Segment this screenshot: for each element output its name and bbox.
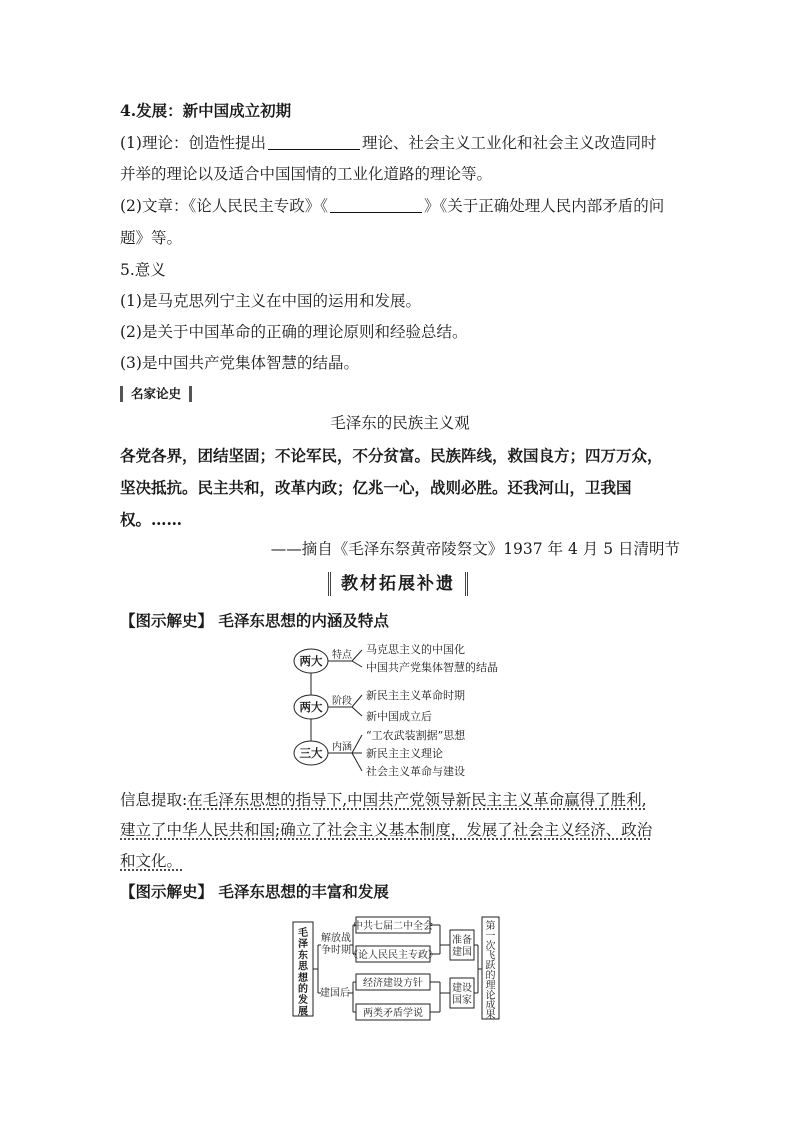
fig2-diagram: [290, 914, 502, 1022]
node-label: 两大: [299, 654, 323, 668]
answer-blank-1[interactable]: [268, 135, 360, 150]
period2-label: 建国后: [320, 988, 350, 999]
fig2-label: 【图示解史】: [120, 882, 214, 901]
mid-label: 国家: [452, 995, 472, 1006]
dev-line-3a: (2)文章：《论人民民主专政》《: [120, 197, 328, 215]
event-label: 两类矛盾学说: [363, 1008, 423, 1019]
info-line-3: 和文化。: [120, 852, 183, 870]
fig2-title: 毛泽东思想的丰富和发展: [218, 882, 389, 901]
event-link-2: [430, 982, 450, 1012]
famous-line-2: 坚决抵抗。民主共和，改革内政；亿兆一心，战则必胜。还我河山，卫我国: [120, 478, 632, 497]
branch-3: [328, 735, 362, 771]
famous-line-3: 权。……: [120, 510, 183, 529]
mid-label: 建设: [452, 983, 472, 994]
leaf-label: 社会主义革命与建设: [366, 765, 465, 778]
fig1-diagram: [290, 638, 520, 783]
dev-line-2: 并举的理论以及适合中国国情的工业化道路的理论等。: [120, 165, 493, 183]
meaning-item: (1)是马克思列宁主义在中国的运用和发展。: [120, 292, 421, 310]
mid-label: 特点: [332, 650, 352, 661]
dev-title: 4.发展：新中国成立初期: [120, 101, 292, 120]
root-link: [313, 945, 321, 993]
leaf-label: 新中国成立后: [366, 710, 432, 723]
info-text: 在毛泽东思想的指导下,中国共产党领导新民主主义革命赢得了胜利,: [187, 791, 647, 809]
result-label: 第一次飞跃的理论成果: [485, 921, 496, 1022]
mid-label: 建国: [452, 947, 472, 958]
famous-title: 毛泽东的民族主义观: [330, 414, 470, 432]
fig1-title: 毛泽东思想的内涵及特点: [218, 611, 389, 630]
famous-line-1: 各党各界，团结坚固；不论军民，不分贫富。民族阵线，救国良方；四万万众，: [120, 446, 663, 465]
root-label: 毛泽东思想的发展: [298, 928, 308, 1018]
info-line-1: [120, 790, 647, 810]
leaf-label: 马克思主义的中国化: [366, 643, 465, 656]
dev-line-1b: 理论、社会主义工业化和社会主义改造同时: [361, 134, 657, 152]
meaning-title: 5.意义: [120, 261, 166, 279]
event-label: 中共七届二中全会: [353, 921, 433, 932]
famous-tag: 名家论史: [120, 386, 192, 402]
leaf-label: “工农武装割据”思想: [366, 729, 466, 742]
mid-label: 准备: [452, 935, 472, 946]
result-link: [474, 945, 482, 993]
event-label: 经济建设方针: [363, 978, 423, 989]
event-label: 《论人民民主专政》: [348, 950, 438, 961]
dev-line-1a: (1)理论：创造性提出: [120, 134, 266, 152]
answer-blank-2[interactable]: [330, 198, 422, 213]
info-prefix: 信息提取:: [120, 791, 188, 809]
meaning-item: (2)是关于中国革命的正确的理论原则和经验总结。: [120, 323, 468, 341]
period1-label: 争时期: [321, 945, 351, 956]
leaf-label: 新民主主义理论: [366, 747, 443, 760]
leaf-label: 中国共产党集体智慧的结晶: [366, 661, 498, 674]
dev-line-4: 题》等。: [120, 229, 183, 247]
leaf-label: 新民主主义革命时期: [366, 689, 465, 702]
section-title: 教材拓展补遗: [328, 572, 468, 596]
fig2-caption: [120, 882, 389, 902]
dev-line-3b: 》《关于正确处理人民内部矛盾的问: [423, 197, 665, 215]
mid-label: 阶段: [332, 696, 352, 707]
meaning-item: (3)是中国共产党集体智慧的结晶。: [120, 354, 359, 372]
mid-label: 内涵: [332, 742, 352, 753]
period1-label: 解放战: [321, 933, 351, 944]
fig1-caption: [120, 611, 389, 631]
famous-source: ——摘自《毛泽东祭黄帝陵祭文》1937 年 4 月 5 日清明节: [270, 540, 680, 558]
fig1-label: 【图示解史】: [120, 611, 214, 630]
node-label: 两大: [299, 700, 323, 714]
node-label: 三大: [299, 746, 323, 760]
dev-line-1: [120, 133, 656, 153]
dev-line-3: [120, 196, 664, 216]
info-line-2: 建立了中华人民共和国;确立了社会主义基本制度，发展了社会主义经济、政治: [120, 821, 653, 839]
